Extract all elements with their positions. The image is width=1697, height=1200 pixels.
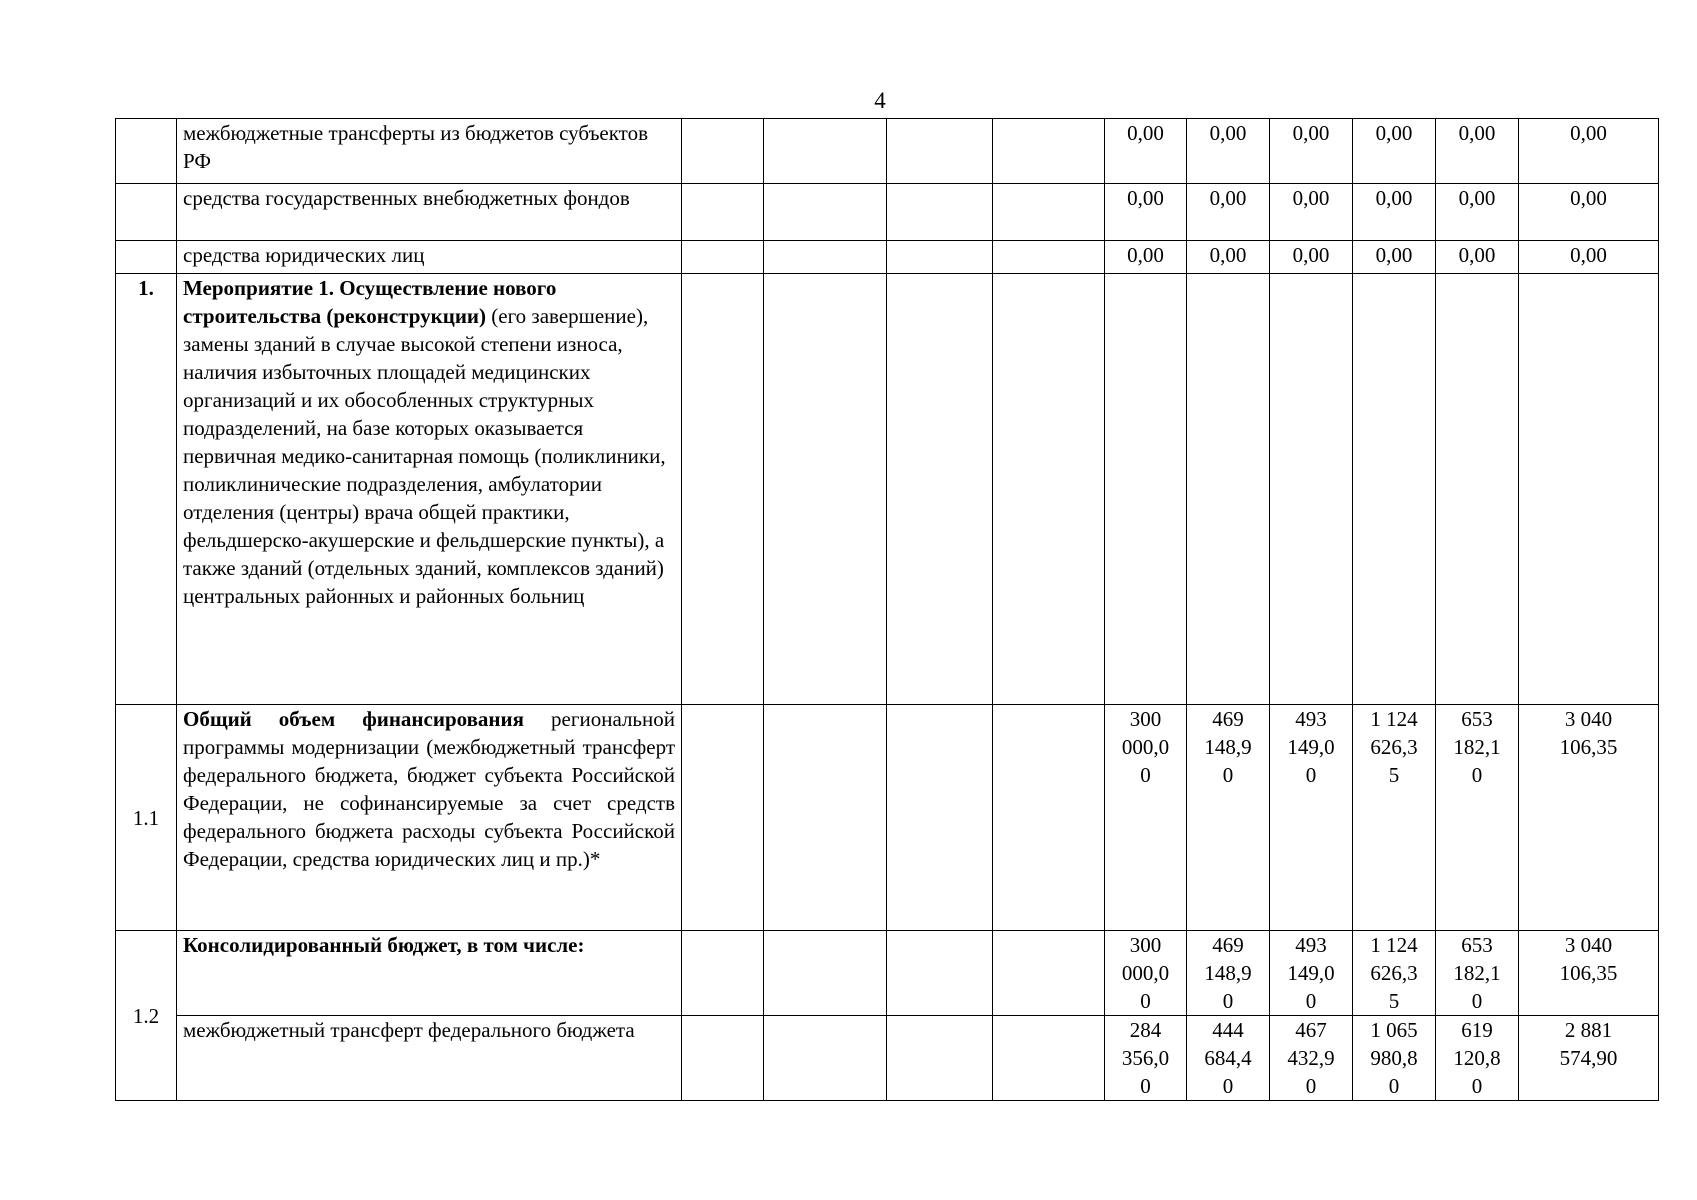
value-cell: 0,00 (1519, 241, 1659, 274)
value-cell: 619 120,8 0 (1436, 1016, 1519, 1101)
value-cell: 493 149,0 0 (1270, 931, 1353, 1016)
table-row (116, 119, 1659, 184)
empty-cell (682, 705, 764, 931)
value-cell: 0,00 (1187, 119, 1270, 184)
row-index-cell (116, 119, 177, 184)
row-index-cell (116, 184, 177, 241)
value-cell: 0,00 (1187, 184, 1270, 241)
value-cell: 0,00 (1105, 241, 1187, 274)
empty-cell (682, 274, 764, 705)
value-cell: 1 124 626,3 5 (1353, 705, 1436, 931)
value-cell: 300 000,0 0 (1105, 705, 1187, 931)
empty-cell (1436, 274, 1519, 705)
value-cell: 0,00 (1353, 184, 1436, 241)
empty-cell (764, 931, 887, 1016)
empty-cell (764, 184, 887, 241)
value-cell: 0,00 (1353, 241, 1436, 274)
value-cell: 0,00 (1436, 184, 1519, 241)
value-cell: 0,00 (1353, 119, 1436, 184)
value-cell: 469 148,9 0 (1187, 931, 1270, 1016)
row-label (177, 274, 682, 705)
value-cell: 653 182,1 0 (1436, 931, 1519, 1016)
row-index: 1.1 (116, 705, 177, 931)
empty-cell (887, 1016, 993, 1101)
value-cell: 467 432,9 0 (1270, 1016, 1353, 1101)
value-cell: 1 124 626,3 5 (1353, 931, 1436, 1016)
empty-cell (1105, 274, 1187, 705)
empty-cell (764, 1016, 887, 1101)
empty-cell (887, 119, 993, 184)
value-cell: 1 065 980,8 0 (1353, 1016, 1436, 1101)
table-row (116, 705, 1659, 931)
empty-cell (993, 241, 1105, 274)
row-label-bold: Общий объем финансирования (183, 707, 524, 731)
empty-cell (764, 274, 887, 705)
empty-cell (682, 184, 764, 241)
row-label: межбюджетный трансферт федерального бюджета (177, 1016, 682, 1101)
empty-cell (682, 119, 764, 184)
row-label-text: региональной программы модернизации (межбюджетный трансферт федерального бюджета, бюджет субъекта Российской Федерации, не софинансируемые за счет средств федерального бюджета расходы субъекта Российской Федерации, средства юридических лиц и пр.)* (183, 707, 675, 871)
empty-cell (887, 931, 993, 1016)
value-cell: 0,00 (1270, 241, 1353, 274)
empty-cell (887, 705, 993, 931)
empty-cell (764, 119, 887, 184)
empty-cell (1187, 274, 1270, 705)
value-cell: 0,00 (1436, 119, 1519, 184)
empty-cell (993, 119, 1105, 184)
empty-cell (993, 1016, 1105, 1101)
value-cell: 469 148,9 0 (1187, 705, 1270, 931)
value-cell: 0,00 (1270, 184, 1353, 241)
empty-cell (682, 931, 764, 1016)
row-label: межбюджетные трансферты из бюджетов субъектов РФ (177, 119, 682, 184)
value-cell: 653 182,1 0 (1436, 705, 1519, 931)
value-cell: 284 356,0 0 (1105, 1016, 1187, 1101)
row-label (177, 705, 682, 931)
value-cell: 3 040 106,35 (1519, 931, 1659, 1016)
empty-cell (1353, 274, 1436, 705)
row-label (177, 931, 682, 1016)
value-cell: 0,00 (1519, 119, 1659, 184)
empty-cell (993, 274, 1105, 705)
value-cell: 0,00 (1270, 119, 1353, 184)
empty-cell (682, 241, 764, 274)
table-row (116, 241, 1659, 274)
page-number: 4 (874, 88, 886, 113)
value-cell: 3 040 106,35 (1519, 705, 1659, 931)
value-cell: 444 684,4 0 (1187, 1016, 1270, 1101)
empty-cell (887, 184, 993, 241)
funding-table (115, 118, 1659, 1101)
value-cell: 0,00 (1187, 241, 1270, 274)
value-cell: 493 149,0 0 (1270, 705, 1353, 931)
value-cell: 2 881 574,90 (1519, 1016, 1659, 1101)
empty-cell (764, 241, 887, 274)
row-index: 1. (116, 274, 177, 705)
row-label-bold: Консолидированный бюджет, в том числе: (183, 933, 585, 957)
value-cell: 0,00 (1105, 119, 1187, 184)
value-cell: 0,00 (1105, 184, 1187, 241)
row-label-bold: Мероприятие 1. Осуществление нового строительства (реконструкции) (183, 276, 557, 328)
table-row (116, 1016, 1659, 1101)
empty-cell (993, 184, 1105, 241)
empty-cell (682, 1016, 764, 1101)
row-index-cell (116, 241, 177, 274)
value-cell: 0,00 (1519, 184, 1659, 241)
empty-cell (1519, 274, 1659, 705)
row-label-text: (его завершение), замены зданий в случае высокой степени износа, наличия избыточных площадей медицинских организаций и их обособленных структурных подразделений, на базе которых оказывается первичная медико-санитарная помощь (поликлиники, поликлинические подразделения, амбулатории отделения (центры) врача общей практики, фельдшерско-акушерские и фельдшерские пункты), а также зданий (отдельных зданий, комплексов зданий) центральных районных и районных больниц (183, 304, 666, 608)
row-label: средства государственных внебюджетных фондов (177, 184, 682, 241)
empty-cell (1270, 274, 1353, 705)
table-row (116, 274, 1659, 705)
empty-cell (887, 241, 993, 274)
table-row (116, 184, 1659, 241)
empty-cell (993, 931, 1105, 1016)
row-label: средства юридических лиц (177, 241, 682, 274)
table-row (116, 931, 1659, 1016)
value-cell: 300 000,0 0 (1105, 931, 1187, 1016)
empty-cell (993, 705, 1105, 931)
empty-cell (764, 705, 887, 931)
empty-cell (887, 274, 993, 705)
row-index: 1.2 (116, 931, 177, 1101)
value-cell: 0,00 (1436, 241, 1519, 274)
